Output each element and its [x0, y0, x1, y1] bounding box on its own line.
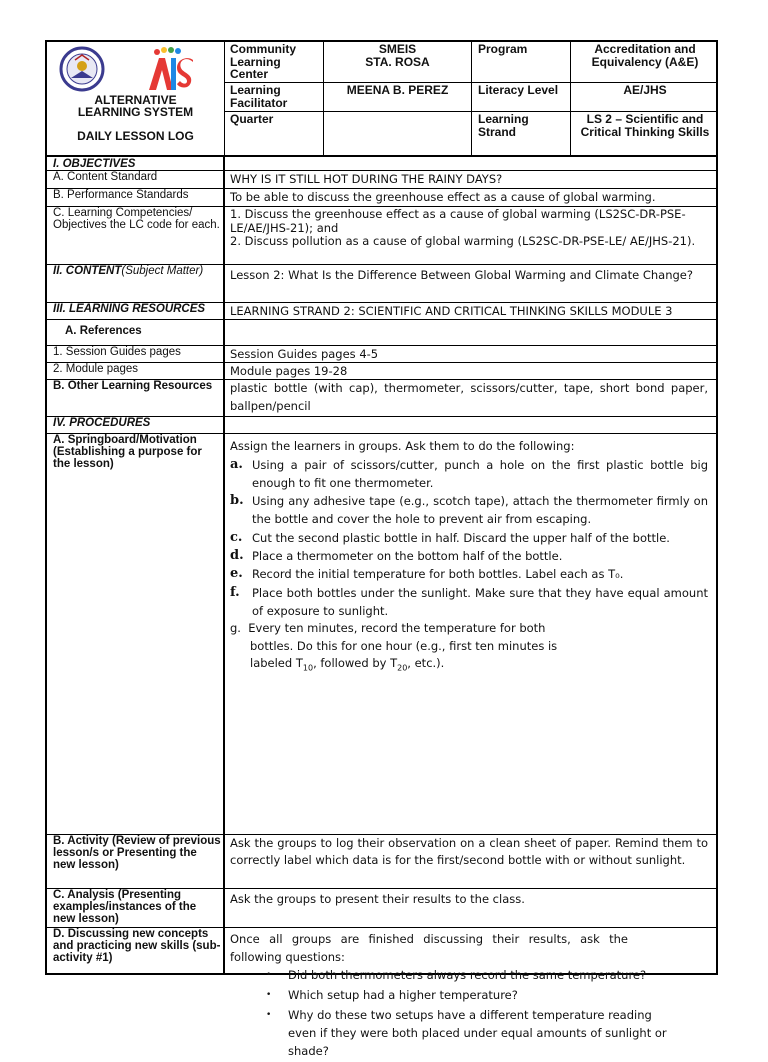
discussing-row — [47, 927, 716, 1058]
literacy-value: AE/JHS — [623, 83, 667, 97]
step-text: Place a thermometer on the bottom half of the bottle. — [252, 548, 563, 563]
content-heading — [53, 265, 221, 277]
step-item — [230, 456, 708, 493]
community-value-line2: STA. ROSA — [365, 54, 430, 69]
step-item — [230, 547, 708, 565]
springboard-row — [47, 433, 716, 835]
daily-lesson-log — [45, 40, 718, 1058]
step-marker: f. — [230, 584, 240, 600]
step-marker: c. — [230, 529, 243, 545]
content-standard-label: A. Content Standard — [53, 171, 158, 183]
activity-label: B. Activity (Review of previous lesson/s or Presenting the new lesson) — [53, 835, 221, 871]
performance-standard-label: B. Performance Standards — [53, 189, 189, 201]
competencies-label: C. Learning Competencies/ Objectives the LC code for each. — [53, 207, 220, 231]
other-resources-row — [47, 379, 716, 417]
discussion-questions — [230, 966, 708, 1060]
other-resources-value: plastic bottle (with cap), thermometer, scissors/cutter, tape, short bond paper, ballpen/pencil — [230, 381, 708, 413]
strand-label: Learning Strand — [478, 112, 529, 139]
step-text: Place both bottles under the sunlight. Make sure that they have equal amount of exposure to sunlight. — [252, 585, 708, 618]
content-heading-text: II. CONTENT — [53, 265, 122, 277]
step-g — [230, 620, 708, 677]
objectives-heading-row — [47, 157, 716, 171]
other-resources-label: B. Other Learning Resources — [53, 380, 213, 392]
content-value: Lesson 2: What Is the Difference Between Global Warming and Climate Change? — [230, 268, 693, 282]
session-guides-value: Session Guides pages 4-5 — [230, 347, 379, 361]
resources-value: LEARNING STRAND 2: SCIENTIFIC AND CRITICAL THINKING SKILLS MODULE 3 — [230, 304, 673, 318]
competency-1: 1. Discuss the greenhouse effect as a cause of global warming (LS2SC-DR-PSE-LE/AE/JHS-21); and — [230, 207, 686, 235]
community-label: Community Learning Center — [230, 42, 296, 81]
references-label: A. References — [65, 325, 142, 337]
springboard-steps — [230, 456, 708, 621]
strand-value: LS 2 – Scientific and Critical Thinking Skills — [580, 112, 710, 139]
step-g-text-2: bottles. Do this for one hour (e.g., first ten minutes is — [250, 638, 558, 653]
module-pages-row — [47, 362, 716, 380]
activity-value: Ask the groups to log their observation on a clean sheet of paper. Remind them to correctly label which data is for the first/second bottle with or without sunlight. — [230, 836, 708, 867]
step-g-text-1: Every ten minutes, record the temperature for both — [248, 621, 546, 636]
step-marker: e. — [230, 566, 243, 582]
objectives-heading: I. OBJECTIVES — [53, 158, 136, 170]
resources-row — [47, 302, 716, 320]
step-text: Using a pair of scissors/cutter, punch a hole on the first plastic bottle big enough to fit one thermometer. — [252, 457, 708, 490]
procedures-heading-row — [47, 416, 716, 434]
header-table — [45, 40, 718, 157]
program-label: Program — [478, 42, 528, 56]
lesson-body-table — [45, 157, 718, 1058]
content-row — [47, 264, 716, 303]
activity-row — [47, 834, 716, 889]
discussing-intro: Once all groups are finished discussing their results, ask the following questions: — [230, 932, 628, 964]
analysis-row — [47, 888, 716, 928]
step-text: Record the initial temperature for both bottles. Label each as T₀. — [252, 567, 624, 582]
question-item: • Why do these two setups have a different temperature reading even if they were both placed under equal amounts of sunlight or shade? — [230, 1006, 708, 1060]
session-guides-row — [47, 345, 716, 363]
performance-standard-row — [47, 188, 716, 207]
competency-2: 2. Discuss pollution as a cause of global warming (LS2SC-DR-PSE-LE/ AE/JHS-21). — [230, 234, 696, 248]
community-value — [324, 43, 471, 68]
procedures-heading: IV. PROCEDURES — [53, 417, 151, 429]
analysis-label: C. Analysis (Presenting examples/instances of the new lesson) — [53, 889, 197, 925]
step-text: Using any adhesive tape (e.g., scotch tape), attach the thermometer firmly on the bottle and cover the hole to prevent air from escaping. — [252, 494, 708, 527]
deped-seal-icon — [53, 46, 111, 92]
step-item — [230, 565, 708, 583]
references-row — [47, 319, 716, 346]
step-marker: a. — [230, 456, 243, 472]
doc-title: DAILY LESSON LOG — [77, 129, 194, 143]
org-title-line1: ALTERNATIVE — [94, 93, 177, 107]
module-pages-label: 2. Module pages — [53, 363, 139, 375]
header-col-divider — [570, 42, 571, 155]
discussing-value — [230, 930, 708, 1062]
header-col-divider — [471, 42, 472, 155]
quarter-label: Quarter — [230, 112, 274, 126]
org-title-line2: LEARNING SYSTEM — [77, 105, 194, 119]
analysis-value: Ask the groups to present their results to the class. — [230, 892, 525, 906]
step-g-text-3: labeled $T_{10}$, followed by $T_{20}$, etc.). — [250, 656, 445, 673]
step-marker: b. — [230, 493, 244, 509]
competencies-row — [47, 206, 716, 265]
performance-standard-value: To be able to discuss the greenhouse effect as a cause of global warming. — [230, 190, 656, 204]
facilitator-label: Learning Facilitator — [230, 83, 288, 110]
content-standard-value: WHY IS IT STILL HOT DURING THE RAINY DAYS? — [230, 172, 503, 186]
step-item — [230, 492, 708, 529]
question-item: • Did both thermometers always record the same temperature? — [230, 966, 708, 984]
resources-heading: III. LEARNING RESOURCES — [53, 303, 206, 315]
step-g-marker: g. — [230, 621, 241, 636]
module-pages-value: Module pages 19-28 — [230, 364, 348, 378]
question-item: • Which setup had a higher temperature? — [230, 986, 708, 1004]
facilitator-value: MEENA B. PEREZ — [346, 83, 449, 97]
community-value-line1: SMEIS — [378, 42, 417, 56]
springboard-intro: Assign the learners in groups. Ask them to do the following: — [230, 439, 575, 453]
springboard-value — [230, 437, 708, 677]
logo-cell — [47, 42, 225, 155]
session-guides-label: 1. Session Guides pages — [53, 346, 181, 358]
step-text: Cut the second plastic bottle in half. Discard the upper half of the bottle. — [252, 530, 670, 545]
step-marker: d. — [230, 547, 244, 563]
competencies-value — [230, 208, 708, 249]
content-standard-row — [47, 170, 716, 189]
literacy-label: Literacy Level — [478, 83, 559, 97]
program-value: Accreditation and Equivalency (A&E) — [591, 42, 699, 69]
step-item — [230, 529, 708, 547]
discussing-label: D. Discussing new concepts and practicing new skills (sub-activity #1) — [53, 928, 221, 964]
step-item — [230, 584, 708, 621]
content-heading-sub: (Subject Matter) — [121, 265, 204, 277]
als-logo-icon — [147, 46, 195, 94]
springboard-label: A. Springboard/Motivation (Establishing a purpose for the lesson) — [53, 434, 202, 470]
